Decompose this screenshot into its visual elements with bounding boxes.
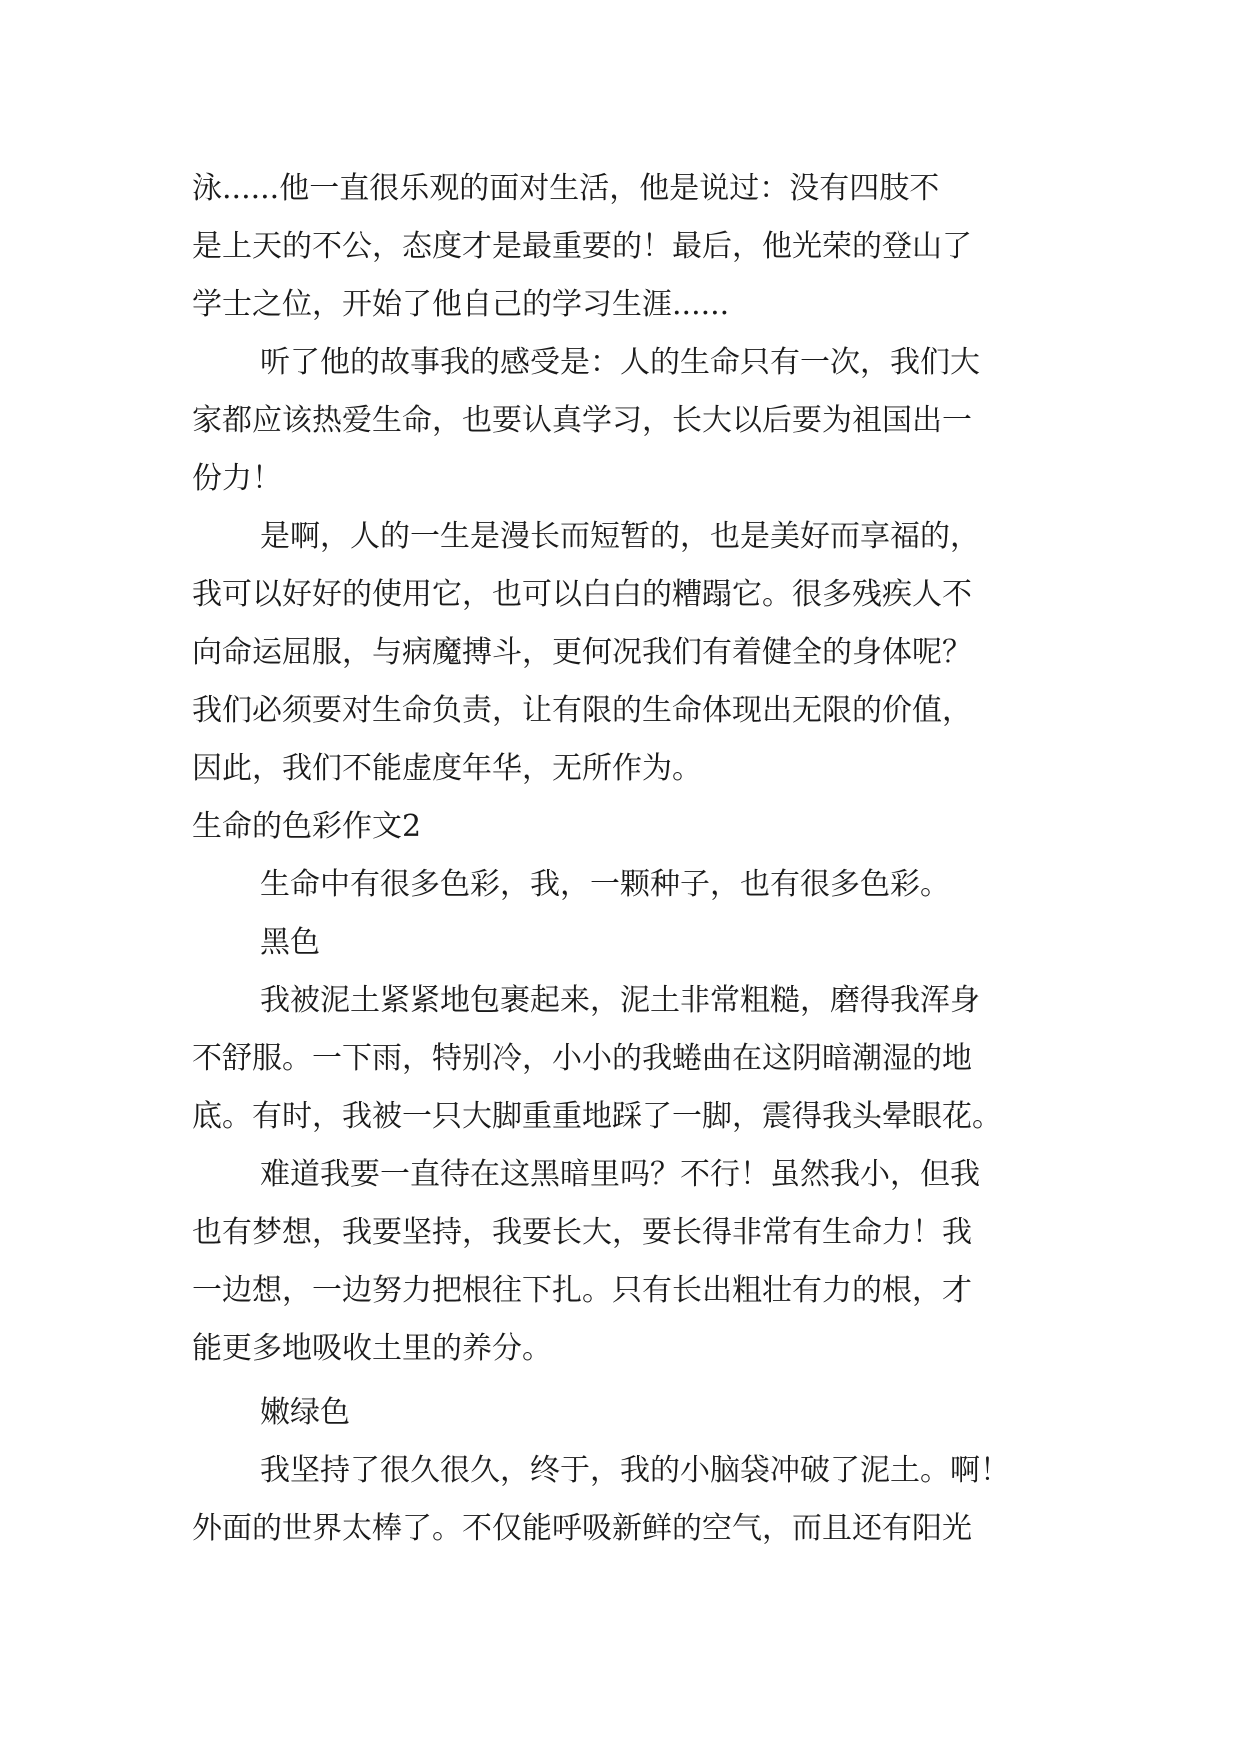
- text-line: 泳......他一直很乐观的面对生活，他是说过：没有四肢不: [192, 171, 940, 206]
- text-line: 家都应该热爱生命，也要认真学习，长大以后要为祖国出一: [192, 403, 972, 438]
- text-line: 一边想，一边努力把根往下扎。只有长出粗壮有力的根，才: [192, 1273, 972, 1308]
- document-body: [192, 160, 1052, 1558]
- text-line: 是上天的不公，态度才是最重要的！最后，他光荣的登山了: [192, 229, 972, 264]
- text-line: 听了他的故事我的感受是：人的生命只有一次，我们大: [260, 345, 980, 380]
- text-line: 向命运屈服，与病魔搏斗，更何况我们有着健全的身体呢？: [192, 635, 972, 670]
- subheading: 黑色: [260, 925, 320, 960]
- text-line: 我被泥土紧紧地包裹起来，泥土非常粗糙，磨得我浑身: [260, 983, 980, 1018]
- text-line: 因此，我们不能虚度年华，无所作为。: [192, 751, 702, 786]
- text-line: 外面的世界太棒了。不仅能呼吸新鲜的空气，而且还有阳光: [192, 1511, 972, 1546]
- text-line: 我们必须要对生命负责，让有限的生命体现出无限的价值，: [192, 693, 972, 728]
- text-line: 是啊，人的一生是漫长而短暂的，也是美好而享福的，: [260, 519, 980, 554]
- text-line: 也有梦想，我要坚持，我要长大，要长得非常有生命力！我: [192, 1215, 972, 1250]
- text-line: 份力！: [192, 461, 282, 496]
- text-line: 不舒服。一下雨，特别冷，小小的我蜷曲在这阴暗潮湿的地: [192, 1041, 972, 1076]
- text-line: 难道我要一直待在这黑暗里吗？不行！虽然我小，但我: [260, 1157, 980, 1192]
- subheading: 嫩绿色: [260, 1395, 350, 1430]
- section-title: 生命的色彩作文2: [192, 809, 422, 844]
- text-line: 能更多地吸收土里的养分。: [192, 1331, 552, 1366]
- text-line: 我可以好好的使用它，也可以白白的糟蹋它。很多残疾人不: [192, 577, 972, 612]
- text-line: 我坚持了很久很久，终于，我的小脑袋冲破了泥土。啊！: [260, 1453, 1010, 1488]
- text-line: 生命中有很多色彩，我，一颗种子，也有很多色彩。: [260, 867, 950, 902]
- text-line: 底。有时，我被一只大脚重重地踩了一脚，震得我头晕眼花。: [192, 1099, 1002, 1134]
- text-line: 学士之位，开始了他自己的学习生涯......: [192, 287, 730, 322]
